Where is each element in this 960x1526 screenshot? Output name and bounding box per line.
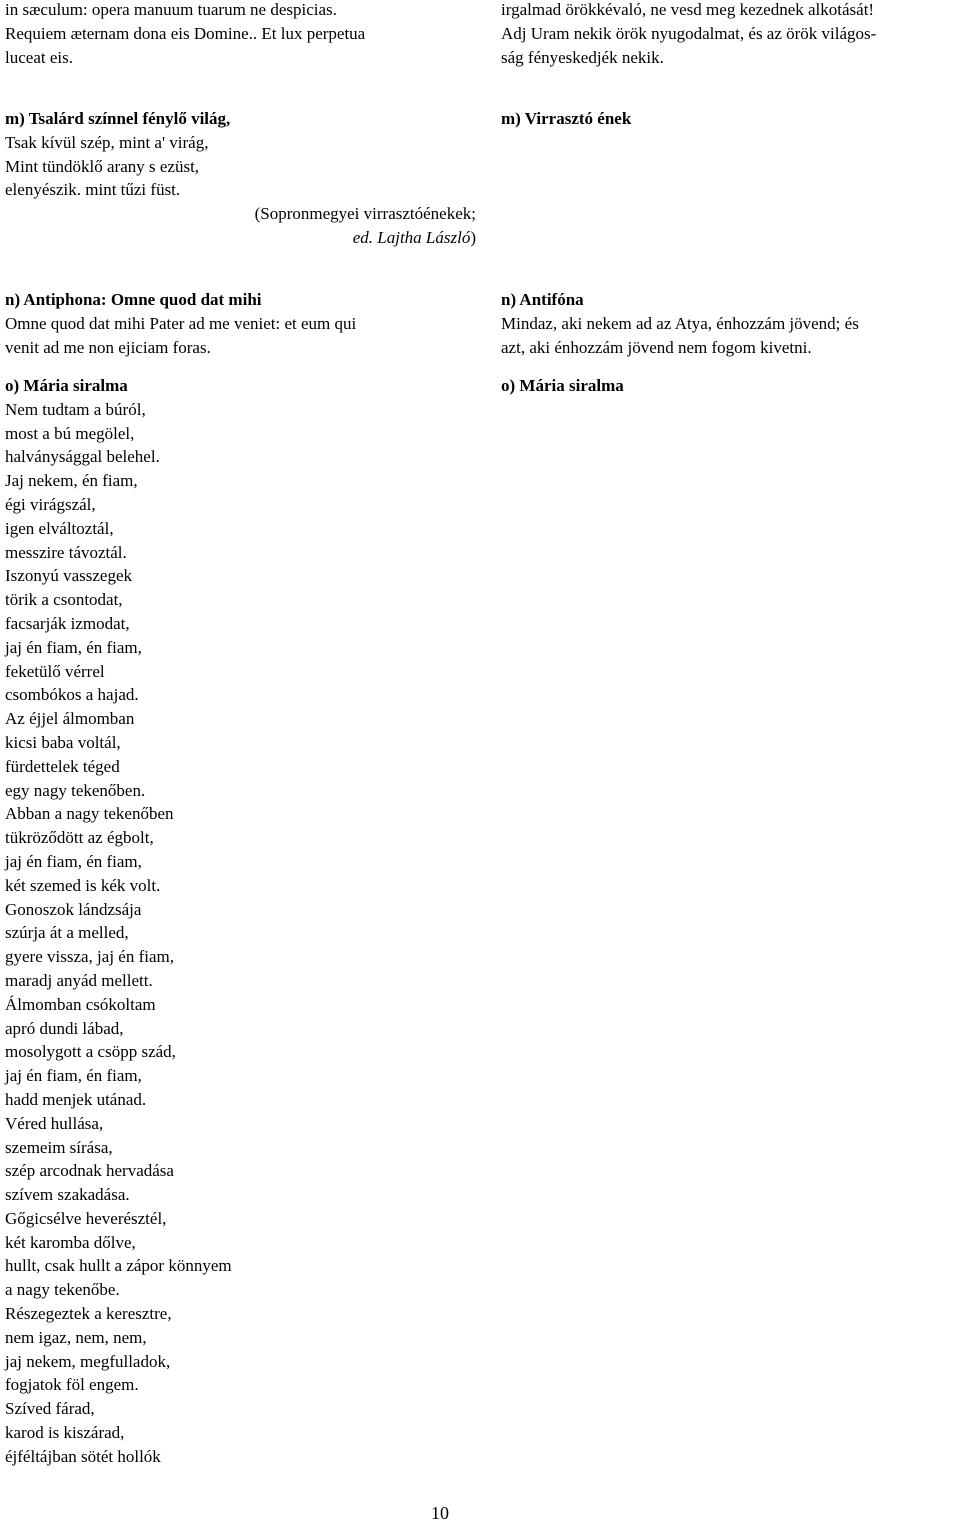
poem-line: halványsággal belehel. [5,447,160,467]
poem-line: csombókos a hajad. [5,685,139,705]
poem-line: szemeim sírása, [5,1137,113,1157]
poem-line: törik a csontodat, [5,590,123,610]
left-block-latin-requiem [5,0,480,69]
poem-line: tükröződött az égbolt, [5,828,154,848]
text-line: Requiem æternam dona eis Domine.. Et lux perpetua [5,23,366,43]
citation-suffix: ) [470,227,476,247]
text-line: in sæculum: opera manuum tuarum ne despicias. [5,0,337,19]
poem-line: igen elváltoztál, [5,518,114,538]
poem-line: maradj anyád mellett. [5,970,153,990]
text-line: azt, aki énhozzám jövend nem fogom kivetni. [501,337,812,357]
poem-line: szívem szakadása. [5,1185,130,1205]
poem-line: hullt, csak hullt a zápor könnyem [5,1256,232,1276]
right-block-virraszto [501,107,956,131]
poem-line: feketülő vérrel [5,661,105,681]
poem-lines [5,398,480,1469]
text-line: ság fényeskedjék nekik. [501,47,664,67]
poem-line: két karomba dőlve, [5,1232,136,1252]
poem-line: éjféltájban sötét hollók [5,1446,161,1466]
section-title: n) Antifóna [501,290,584,309]
left-block-maria-siralma [5,374,480,1469]
right-block-maria-siralma [501,374,956,398]
poem-line: égi virágszál, [5,494,96,514]
poem-line: facsarják izmodat, [5,613,130,633]
poem-line: apró dundi lábad, [5,1018,124,1038]
text-line: Mint tündöklő arany s ezüst, [5,156,200,176]
poem-line: egy nagy tekenőben. [5,780,146,800]
poem-line: kicsi baba voltál, [5,732,121,752]
source-citation-editor [5,226,480,250]
citation-prefix: ed. [352,227,374,247]
poem-line: messzire távoztál. [5,542,127,562]
left-block-antiphona [5,288,480,359]
section-title: m) Tsalárd színnel fénylő világ, [5,109,231,128]
poem-line: gyere vissza, jaj én fiam, [5,947,174,967]
text-line: irgalmad örökkévaló, ne vesd meg kezednek alkotását! [501,0,875,19]
text-line: venit ad me non ejiciam foras. [5,337,211,357]
right-block-antifona [501,288,956,359]
text-line: Tsak kívül szép, mint a' virág, [5,132,209,152]
section-title: m) Virrasztó ének [501,109,632,128]
poem-line: szép arcodnak hervadása [5,1161,174,1181]
text-line: Mindaz, aki nekem ad az Atya, énhozzám jövend; és [501,313,859,333]
poem-line: hadd menjek utánad. [5,1089,147,1109]
section-title: n) Antiphona: Omne quod dat mihi [5,290,262,309]
poem-line: Gonoszok lándzsája [5,899,142,919]
source-citation-line: (Sopronmegyei virrasztóénekek; [254,204,476,224]
right-block-irgalmad [501,0,956,69]
left-block-tsalard [5,107,480,250]
poem-line: Szíved fárad, [5,1399,95,1419]
poem-line: jaj nekem, megfulladok, [5,1351,171,1371]
text-line: elenyészik. mint tűzi füst. [5,180,181,200]
poem-line: most a bú megölel, [5,423,135,443]
text-line: luceat eis. [5,47,73,67]
poem-line: nem igaz, nem, nem, [5,1327,147,1347]
poem-line: Véred hullása, [5,1113,104,1133]
poem-line: szúrja át a melled, [5,923,129,943]
poem-line: két szemed is kék volt. [5,875,161,895]
poem-line: Nem tudtam a búról, [5,399,146,419]
poem-line: jaj én fiam, én fiam, [5,1066,142,1086]
section-title: o) Mária siralma [5,376,128,395]
text-line: Omne quod dat mihi Pater ad me veniet: et eum qui [5,313,357,333]
poem-line: Az éjjel álmomban [5,709,135,729]
poem-line: Iszonyú vasszegek [5,566,132,586]
poem-line: karod is kiszárad, [5,1423,125,1443]
poem-line: Jaj nekem, én fiam, [5,471,138,491]
citation-editor-name: Lajtha László [377,227,471,247]
poem-line: jaj én fiam, én fiam, [5,637,142,657]
poem-line: Gőgicsélve heverésztél, [5,1208,167,1228]
section-title: o) Mária siralma [501,376,624,395]
poem-line: jaj én fiam, én fiam, [5,851,142,871]
poem-line: a nagy tekenőbe. [5,1280,120,1300]
poem-line: Abban a nagy tekenőben [5,804,174,824]
poem-line: mosolygott a csöpp szád, [5,1042,176,1062]
text-line: Adj Uram nekik örök nyugodalmat, és az örök világos- [501,23,877,43]
page-number: 10 [431,1503,449,1523]
poem-line: fogjatok föl engem. [5,1375,139,1395]
poem-line: Álmomban csókoltam [5,994,156,1014]
poem-line: Részegeztek a keresztre, [5,1304,172,1324]
poem-line: fürdettelek téged [5,756,120,776]
